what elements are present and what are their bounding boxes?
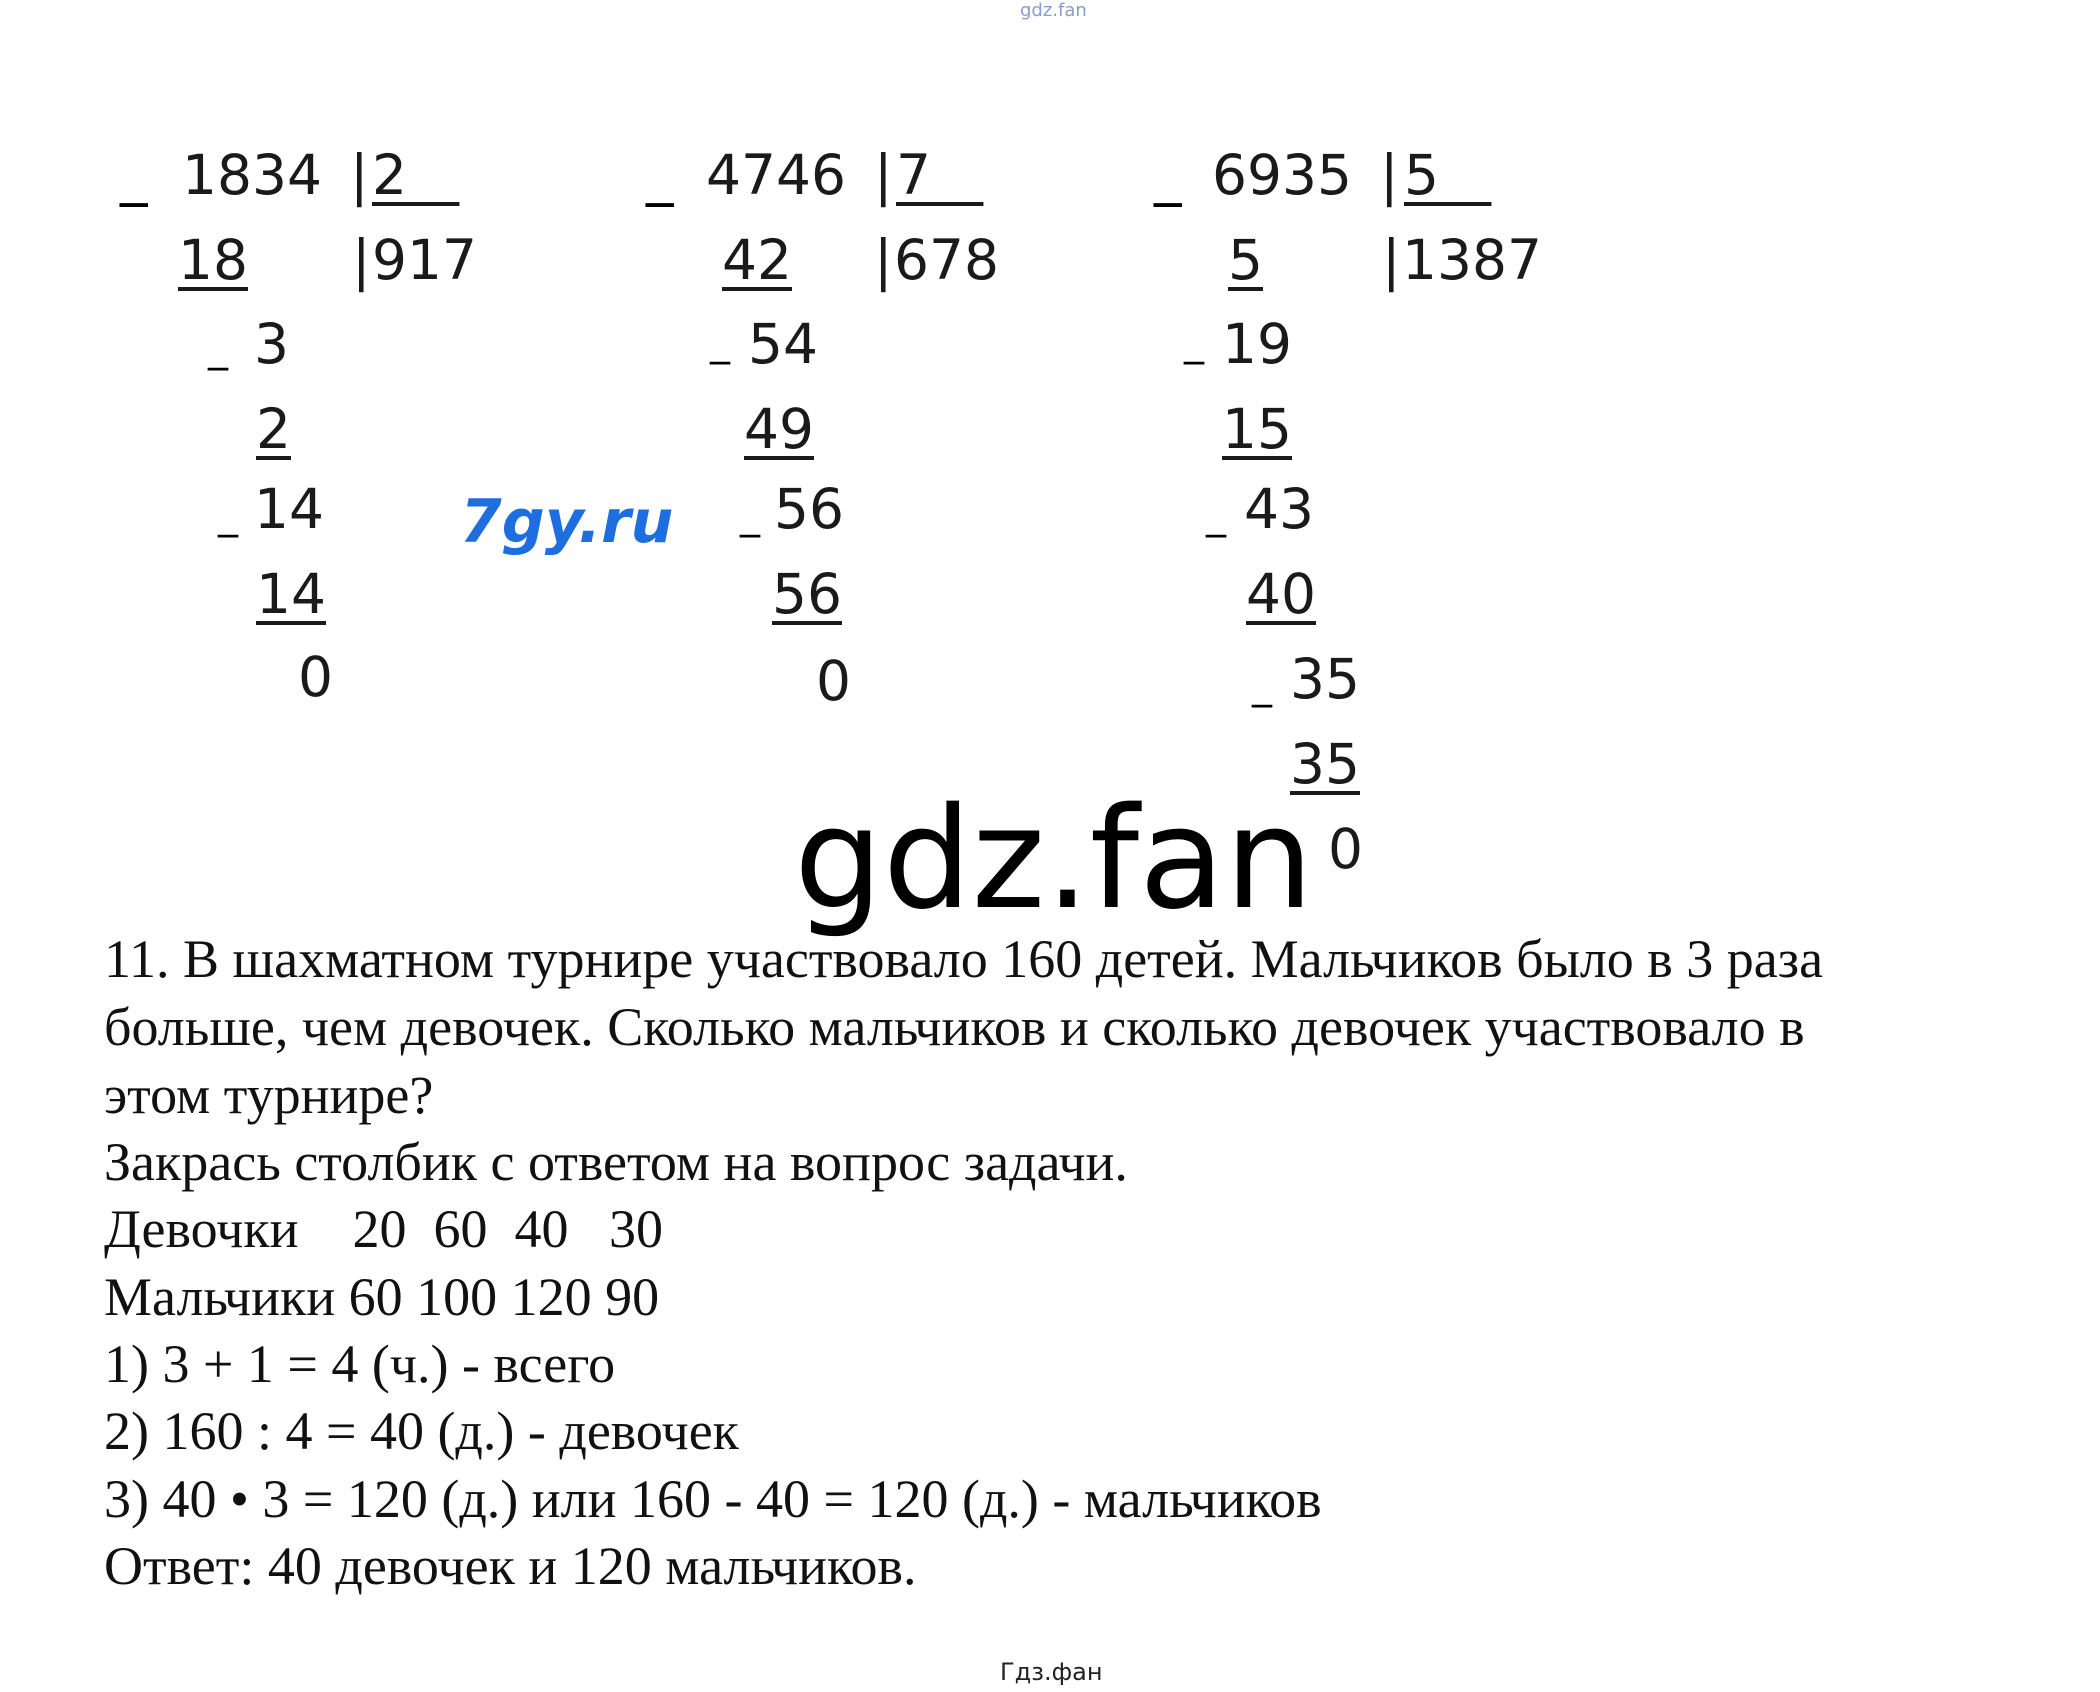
solution-step: 1) 3 + 1 = 4 (ч.) - всего — [104, 1334, 616, 1394]
answer-line: Ответ: 40 девочек и 120 мальчиков. — [104, 1536, 917, 1596]
divisor: 7 — [896, 143, 931, 207]
task-line: Закрась столбик с ответом на вопрос задачи. — [104, 1132, 1128, 1192]
partial-product: 56 — [772, 562, 842, 626]
partial-product: 40 — [1246, 562, 1316, 626]
minus-sign: _ — [1252, 662, 1272, 708]
dividend: 4746 — [706, 143, 846, 207]
remainder: 56 — [774, 477, 844, 541]
remainder: 35 — [1290, 647, 1360, 711]
minus-sign: _ — [1184, 319, 1204, 365]
minus-sign: _ — [740, 492, 760, 538]
final-remainder: 0 — [298, 645, 333, 709]
minus-sign: _ — [208, 325, 228, 371]
dividend: 1834 — [182, 143, 322, 207]
divisor-bar: | — [1380, 143, 1399, 207]
quotient-bar: | — [352, 228, 371, 292]
divisor: 2 — [372, 143, 407, 207]
minus-sign: _ — [1206, 492, 1226, 538]
watermark-7gy: 7gy.ru — [460, 487, 674, 557]
quotient: 917 — [372, 228, 477, 292]
task-line: Мальчики 60 100 120 90 — [104, 1267, 660, 1327]
solution-step: 3) 40 • 3 = 120 (д.) или 160 - 40 = 120 (д.) - мальчиков — [104, 1469, 1322, 1529]
dividend: 6935 — [1212, 143, 1352, 207]
remainder: 14 — [254, 477, 324, 541]
watermark-top: gdz.fan — [1020, 0, 1087, 21]
partial-product: 42 — [722, 228, 792, 292]
solution-step: 2) 160 : 4 = 40 (д.) - девочек — [104, 1401, 739, 1461]
task-line: этом турнире? — [104, 1065, 434, 1125]
minus-sign: _ — [120, 143, 148, 207]
quotient-bar: | — [874, 228, 893, 292]
minus-sign: _ — [1154, 143, 1182, 207]
task-line: больше, чем девочек. Сколько мальчиков и сколько девочек участвовало в — [104, 997, 1805, 1057]
remainder: 54 — [748, 312, 818, 376]
final-remainder: 0 — [816, 649, 851, 713]
remainder: 3 — [254, 312, 289, 376]
partial-product: 35 — [1290, 732, 1360, 796]
divisor-bar: | — [350, 143, 369, 207]
quotient: 678 — [894, 228, 999, 292]
divisor-bar: | — [874, 143, 893, 207]
remainder: 43 — [1244, 477, 1314, 541]
final-remainder: 0 — [1328, 817, 1363, 881]
partial-product: 14 — [256, 562, 326, 626]
partial-product: 2 — [256, 397, 291, 461]
minus-sign: _ — [646, 143, 674, 207]
partial-product: 5 — [1228, 228, 1263, 292]
partial-product: 49 — [744, 397, 814, 461]
minus-sign: _ — [218, 492, 238, 538]
watermark-gdz-fan: gdz.fan — [794, 778, 1314, 941]
partial-product: 18 — [178, 228, 248, 292]
remainder: 19 — [1222, 312, 1292, 376]
quotient-bar: | — [1382, 228, 1401, 292]
task-line: 11. В шахматном турнире участвовало 160 детей. Мальчиков было в 3 раза — [104, 929, 1824, 989]
minus-sign: _ — [710, 319, 730, 365]
divisor: 5 — [1404, 143, 1439, 207]
watermark-bottom: Гдз.фан — [1000, 1658, 1103, 1686]
partial-product: 15 — [1222, 397, 1292, 461]
task-line: Девочки 20 60 40 30 — [104, 1199, 663, 1259]
quotient: 1387 — [1402, 228, 1542, 292]
